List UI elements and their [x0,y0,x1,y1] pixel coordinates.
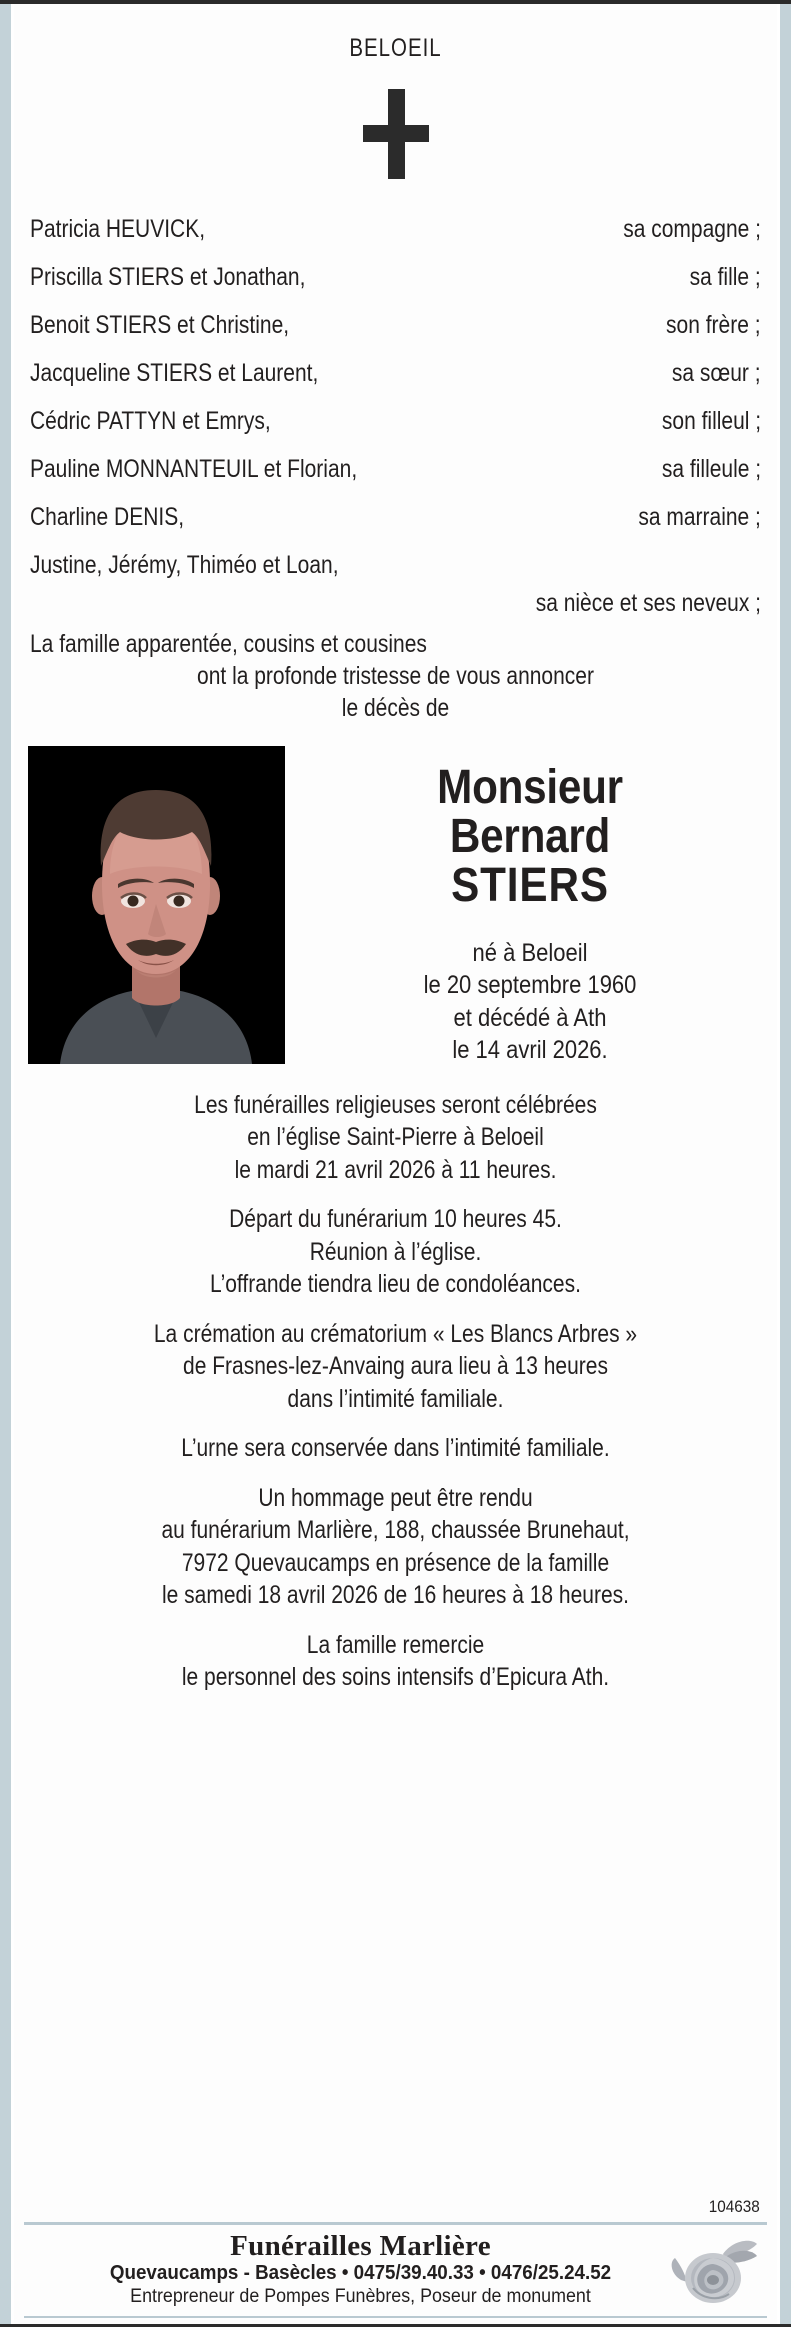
departure-line: Réunion à l’église. [309,1237,482,1266]
family-row [30,313,761,338]
right-border-rail [780,4,791,2324]
birth-death-details [297,937,763,1067]
family-member-relation: sa marraine ; [638,503,761,531]
announcement-text [30,628,761,724]
family-member-name: Justine, Jérémy, Thiméo et Loan, [30,551,339,579]
ceremony-details [24,1089,767,1711]
deceased-block [24,746,767,1067]
family-row [30,361,761,386]
family-member-relation: sa nièce et ses neveux ; [535,589,761,617]
portrait-photo [28,746,285,1064]
death-date: le 14 avril 2026. [452,1036,608,1065]
cremation-line: dans l’intimité familiale. [287,1384,504,1413]
deceased-title: Monsieur [437,761,623,814]
cross-symbol-wrap [24,89,767,179]
cremation-line: de Frasnes-lez-Anvaing aura lieu à 13 heures [183,1352,608,1381]
family-member-relation: sa compagne ; [623,215,761,243]
family-member-relation: sa filleule ; [661,455,761,483]
funeral-home-contact: Quevaucamps - Basècles • 0475/39.40.33 • 0476/25.24.52 [109,2262,612,2285]
family-row [30,553,761,616]
homage-line: au funérarium Marlière, 188, chaussée Brunehaut, [161,1516,630,1545]
urn-line: L’urne sera conservée dans l’intimité familiale. [181,1434,610,1463]
family-member-relation: sa sœur ; [672,359,761,387]
identity-block [285,746,763,1067]
rose-flower-icon [667,2234,759,2306]
family-member-relation: son filleul ; [661,407,761,435]
family-row [30,217,761,242]
service-line: le mardi 21 avril 2026 à 11 heures. [234,1155,557,1184]
locality-heading: BELOEIL [349,34,442,62]
departure-line: Départ du funérarium 10 heures 45. [229,1205,562,1234]
family-row [30,265,761,290]
funeral-home-footer [24,2222,767,2318]
thanks-line: le personnel des soins intensifs d’Epicura Ath. [181,1663,610,1692]
relatives-line: La famille apparentée, cousins et cousines [30,630,427,658]
family-member-name: Priscilla STIERS et Jonathan, [30,263,306,291]
cremation-paragraph [30,1318,761,1416]
family-member-name: Benoit STIERS et Christine, [30,311,290,339]
family-row [30,505,761,530]
deceased-last-name: STIERS [451,858,609,912]
service-paragraph [30,1089,761,1187]
announce-line-two: le décès de [341,694,450,722]
urn-paragraph [30,1432,761,1465]
departure-line: L’offrande tiendra lieu de condoléances. [210,1270,581,1299]
family-member-name: Jacqueline STIERS et Laurent, [30,359,319,387]
family-member-name: Charline DENIS, [30,503,185,531]
homage-paragraph [30,1482,761,1612]
funeral-home-trade: Entrepreneur de Pompes Funèbres, Poseur de monument [130,2286,591,2308]
family-member-name: Cédric PATTYN et Emrys, [30,407,271,435]
cremation-line: La crémation au crématorium « Les Blancs Arbres » [153,1319,638,1348]
family-list [24,217,767,724]
thanks-line: La famille remercie [306,1630,485,1659]
reference-number: 104638 [708,2196,760,2216]
family-member-relation: son frère ; [666,311,761,339]
birth-place: né à Beloeil [472,938,588,967]
departure-paragraph [30,1203,761,1301]
left-border-rail [0,4,11,2324]
birth-date: le 20 septembre 1960 [423,971,637,1000]
notice-sheet [14,4,777,2324]
family-member-name: Patricia HEUVICK, [30,215,206,243]
thanks-paragraph [30,1629,761,1694]
latin-cross-icon [363,89,429,179]
family-member-name: Pauline MONNANTEUIL et Florian, [30,455,358,483]
announce-line-one: ont la profonde tristesse de vous annoncer [197,662,594,690]
family-row [30,409,761,434]
service-line: en l’église Saint-Pierre à Beloeil [247,1123,544,1152]
family-row [30,457,761,482]
deceased-first-name: Bernard [449,809,611,863]
death-place: et décédé à Ath [453,1003,607,1032]
cross-horizontal-bar [363,125,429,142]
homage-line: le samedi 18 avril 2026 de 16 heures à 18 heures. [162,1581,629,1610]
funeral-home-brand: Funérailles Marlière [230,2229,491,2262]
homage-line: 7972 Quevaucamps en présence de la famille [181,1548,610,1577]
service-line: Les funérailles religieuses seront célébrées [194,1090,597,1119]
homage-line: Un hommage peut être rendu [258,1483,533,1512]
family-member-relation: sa fille ; [689,263,761,291]
footer-text-block [24,2231,767,2308]
